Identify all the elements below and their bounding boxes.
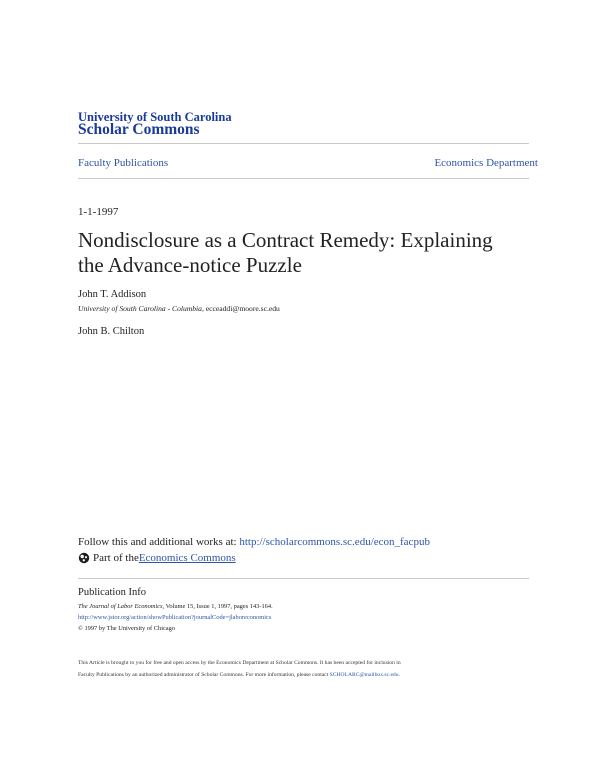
- economics-commons-link[interactable]: Economics Commons: [138, 552, 236, 564]
- contact-email-link[interactable]: SCHOLARC@mailbox.sc.edu: [329, 672, 399, 678]
- affiliation-separator: ,: [201, 304, 206, 313]
- part-of-line: [78, 552, 236, 564]
- university-name: University of South Carolina: [78, 110, 232, 124]
- author-name: John B. Chilton: [78, 326, 145, 337]
- network-icon: [78, 552, 90, 564]
- citation-details: , Volume 15, Issue 1, 1997, pages 143-164.: [162, 603, 273, 610]
- notice-suffix: .: [398, 672, 400, 678]
- notice-text: Faculty Publications by an authorized administrator of Scholar Commons. For more information, please contact: [78, 672, 330, 678]
- faculty-publications-link[interactable]: Faculty Publications: [78, 157, 169, 169]
- follow-prefix: Follow this and additional works at:: [78, 536, 240, 548]
- economics-department-link[interactable]: Economics Department: [434, 157, 538, 169]
- author-affiliation: University of South Carolina - Columbia: [78, 304, 202, 313]
- author-name: John T. Addison: [78, 289, 147, 300]
- title-line-2: the Advance-notice Puzzle: [78, 253, 302, 277]
- publication-date: 1-1-1997: [78, 206, 119, 218]
- journal-name: The Journal of Labor Economics: [78, 603, 163, 610]
- part-prefix: Part of the: [93, 552, 139, 564]
- follow-line: [78, 536, 430, 548]
- access-notice-line-2: [78, 670, 400, 680]
- header-divider: [78, 143, 529, 144]
- title-line-1: Nondisclosure as a Contract Remedy: Explaining: [78, 228, 493, 252]
- access-notice-line-1: This Article is brought to you for free and open access by the Economics Department at Scholar Commons. It has been accepted for inclusion in: [78, 660, 401, 666]
- copyright-notice: © 1997 by The University of Chicago: [78, 625, 176, 632]
- collection-url-link[interactable]: http://scholarcommons.sc.edu/econ_facpub: [239, 536, 430, 548]
- publication-info-heading: Publication Info: [78, 587, 146, 598]
- publication-citation: [78, 602, 273, 612]
- author-email: ecceaddi@moore.sc.edu: [205, 304, 280, 313]
- article-title: [78, 228, 493, 278]
- author-affiliation-line: [78, 304, 280, 313]
- nav-divider: [78, 178, 529, 179]
- jstor-link[interactable]: http://www.jstor.org/action/showPublication?journalCode=jlaboreconomics: [78, 614, 272, 621]
- repository-name[interactable]: Scholar Commons: [78, 121, 200, 138]
- publication-divider: [78, 578, 529, 579]
